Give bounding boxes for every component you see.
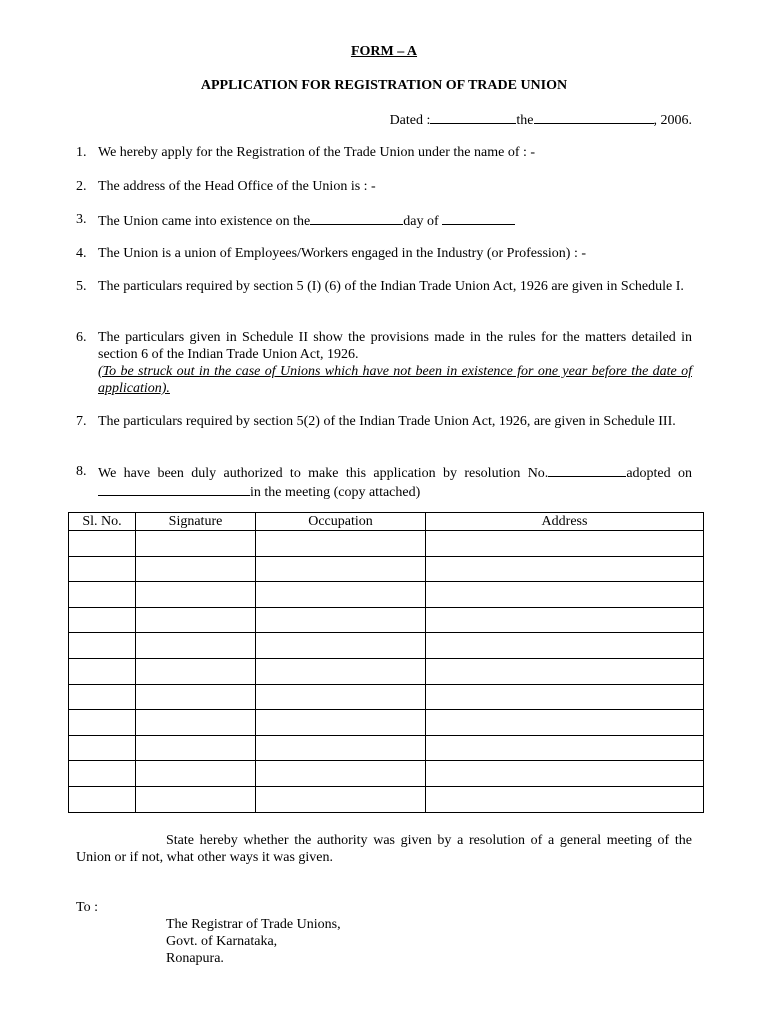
- signature-table: [68, 512, 704, 813]
- item-note: (To be struck out in the case of Unions which have not been in existence for one year before the date of application).: [98, 364, 692, 396]
- resolution-number-blank[interactable]: [548, 463, 626, 477]
- recipient-line: Ronapura.: [166, 951, 224, 966]
- cell-occupation[interactable]: [256, 582, 426, 608]
- existence-month-blank[interactable]: [442, 211, 515, 225]
- dated-month-blank[interactable]: [534, 110, 654, 124]
- cell-occupation[interactable]: [256, 658, 426, 684]
- cell-sl-no[interactable]: [69, 633, 136, 659]
- item-number: 1.: [76, 145, 87, 160]
- resolution-date-blank[interactable]: [98, 482, 250, 496]
- dated-line: [390, 110, 692, 129]
- cell-signature[interactable]: [136, 710, 256, 736]
- item-text-part: in the meeting (copy attached): [250, 485, 421, 500]
- cell-address[interactable]: [426, 582, 704, 608]
- cell-sl-no[interactable]: [69, 684, 136, 710]
- cell-sl-no[interactable]: [69, 658, 136, 684]
- cell-signature[interactable]: [136, 582, 256, 608]
- table-row: [69, 761, 704, 787]
- cell-signature[interactable]: [136, 633, 256, 659]
- cell-signature[interactable]: [136, 658, 256, 684]
- cell-sl-no[interactable]: [69, 761, 136, 787]
- cell-sl-no[interactable]: [69, 531, 136, 557]
- table-row: [69, 607, 704, 633]
- cell-signature[interactable]: [136, 761, 256, 787]
- existence-day-blank[interactable]: [310, 211, 403, 225]
- item-text: [98, 463, 692, 501]
- table-row: [69, 556, 704, 582]
- table-row: [69, 582, 704, 608]
- header-address: Address: [426, 513, 704, 531]
- cell-address[interactable]: [426, 531, 704, 557]
- item-number: 4.: [76, 246, 87, 261]
- cell-signature[interactable]: [136, 556, 256, 582]
- recipient-line: The Registrar of Trade Unions,: [166, 917, 341, 932]
- cell-occupation[interactable]: [256, 607, 426, 633]
- form-title: APPLICATION FOR REGISTRATION OF TRADE UNION: [200, 78, 568, 93]
- cell-signature[interactable]: [136, 735, 256, 761]
- item-number: 5.: [76, 279, 87, 294]
- cell-sl-no[interactable]: [69, 556, 136, 582]
- table-row: [69, 684, 704, 710]
- table-row: [69, 658, 704, 684]
- cell-address[interactable]: [426, 710, 704, 736]
- cell-sl-no[interactable]: [69, 582, 136, 608]
- table-row: [69, 710, 704, 736]
- header-signature: Signature: [136, 513, 256, 531]
- item-text: [98, 329, 692, 397]
- table-row: [69, 786, 704, 812]
- item-number: 7.: [76, 414, 87, 429]
- cell-address[interactable]: [426, 761, 704, 787]
- dated-day-blank[interactable]: [430, 110, 516, 124]
- cell-signature[interactable]: [136, 786, 256, 812]
- cell-occupation[interactable]: [256, 531, 426, 557]
- table-row: [69, 531, 704, 557]
- recipient-line: Govt. of Karnataka,: [166, 934, 278, 949]
- item-text-part: adopted on: [626, 466, 692, 481]
- item-text: The Union is a union of Employees/Workers engaged in the Industry (or Profession) : -: [98, 246, 586, 261]
- cell-address[interactable]: [426, 658, 704, 684]
- cell-address[interactable]: [426, 786, 704, 812]
- cell-address[interactable]: [426, 633, 704, 659]
- table-body: [69, 531, 704, 813]
- cell-occupation[interactable]: [256, 735, 426, 761]
- header-occupation: Occupation: [256, 513, 426, 531]
- item-text-part: We have been duly authorized to make this application by resolution No.: [98, 466, 549, 481]
- dated-suffix: , 2006.: [653, 113, 692, 128]
- cell-sl-no[interactable]: [69, 710, 136, 736]
- cell-occupation[interactable]: [256, 761, 426, 787]
- cell-signature[interactable]: [136, 531, 256, 557]
- cell-address[interactable]: [426, 556, 704, 582]
- header-sl-no: Sl. No.: [69, 513, 136, 531]
- cell-address[interactable]: [426, 607, 704, 633]
- item-text: The particulars required by section 5(2) of the Indian Trade Union Act, 1926, are given in Schedule III.: [98, 414, 676, 429]
- recipient-address: [166, 916, 341, 967]
- cell-sl-no[interactable]: [69, 735, 136, 761]
- dated-prefix: Dated :: [389, 113, 431, 128]
- cell-sl-no[interactable]: [69, 786, 136, 812]
- item-number: 2.: [76, 179, 87, 194]
- item-number: 8.: [76, 464, 87, 479]
- item-text: We hereby apply for the Registration of the Trade Union under the name of : -: [98, 145, 536, 160]
- cell-signature[interactable]: [136, 607, 256, 633]
- table-header-row: [69, 513, 704, 531]
- table-row: [69, 735, 704, 761]
- item-text: [98, 211, 692, 230]
- form-code: FORM – A: [350, 44, 418, 59]
- item-number: 6.: [76, 330, 87, 345]
- item-text-part: day of: [403, 214, 439, 229]
- cell-occupation[interactable]: [256, 556, 426, 582]
- item-text: The address of the Head Office of the Union is : -: [98, 179, 376, 194]
- cell-signature[interactable]: [136, 684, 256, 710]
- to-label: To :: [76, 900, 98, 915]
- cell-occupation[interactable]: [256, 684, 426, 710]
- cell-occupation[interactable]: [256, 710, 426, 736]
- cell-occupation[interactable]: [256, 633, 426, 659]
- item-text-part: The particulars given in Schedule II show the provisions made in the rules for the matters detailed in section 6 of the Indian Trade Union Act, 1926.: [98, 330, 692, 362]
- cell-occupation[interactable]: [256, 786, 426, 812]
- item-text: The particulars required by section 5 (I) (6) of the Indian Trade Union Act, 1926 are given in Schedule I.: [98, 279, 684, 294]
- cell-address[interactable]: [426, 684, 704, 710]
- dated-middle: the: [516, 113, 534, 128]
- item-number: 3.: [76, 212, 87, 227]
- table-row: [69, 633, 704, 659]
- item-text-part: The Union came into existence on the: [98, 214, 311, 229]
- authority-statement: State hereby whether the authority was given by a resolution of a general meeting of the Union or if not, what other ways it was given.: [76, 833, 692, 865]
- cell-address[interactable]: [426, 735, 704, 761]
- cell-sl-no[interactable]: [69, 607, 136, 633]
